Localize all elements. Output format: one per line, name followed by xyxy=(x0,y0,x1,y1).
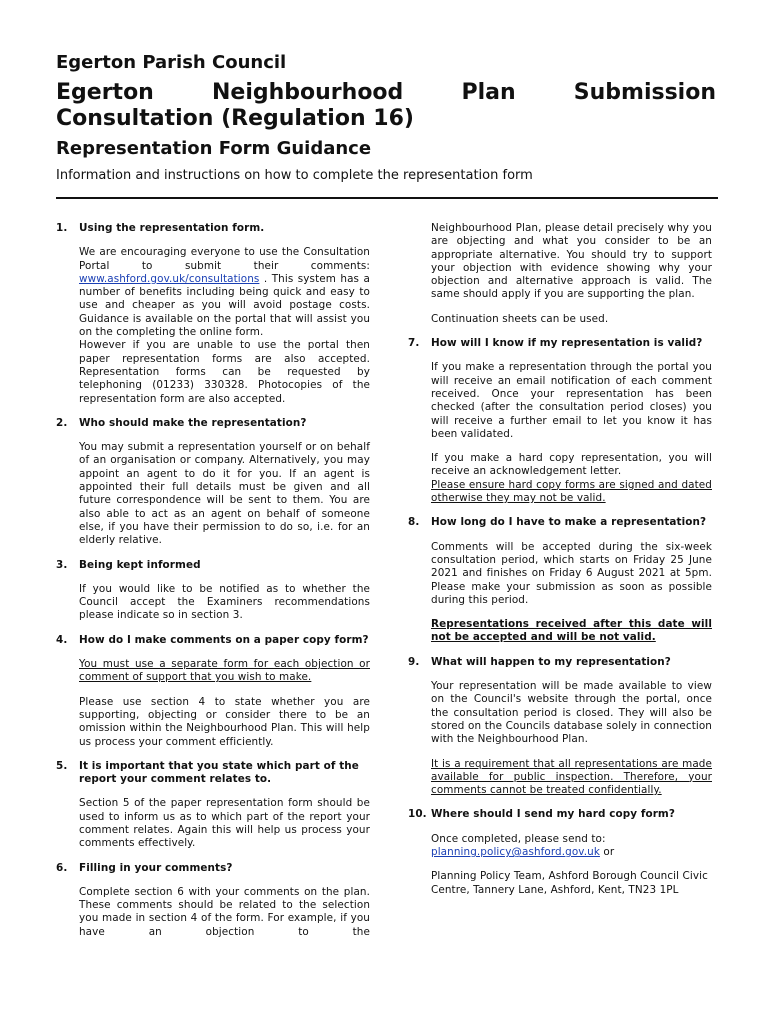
header-divider xyxy=(56,197,718,199)
planning-policy-email-link[interactable]: planning.policy@ashford.gov.uk xyxy=(431,845,600,858)
section-7 xyxy=(408,337,712,505)
section-title: How long do I have to make a representation? xyxy=(431,516,707,529)
section-2 xyxy=(56,417,370,548)
paragraph xyxy=(431,833,712,860)
paragraph-text: We are encouraging everyone to use the Consultation Portal to submit their comments: xyxy=(79,246,370,272)
section-heading xyxy=(408,337,712,350)
paragraph xyxy=(79,246,370,339)
section-number: 10. xyxy=(408,808,427,821)
paragraph-underlined: It is a requirement that all representations are made available for public inspection. Therefore, your comments cannot be treated confidentially. xyxy=(431,757,712,797)
paragraph-underlined: You must use a separate form for each objection or comment of support that you wish to make. xyxy=(79,658,370,684)
paragraph: Continuation sheets can be used. xyxy=(431,312,609,325)
section-number: 5. xyxy=(56,759,68,772)
paragraph: Comments will be accepted during the six-week consultation period, which starts on Friday 25 June 2021 and finishes on Friday 6 August 2021 at 5pm. Please make your submission as soon as possible during this period. xyxy=(431,540,712,606)
postal-address: Planning Policy Team, Ashford Borough Council Civic Centre, Tannery Lane, Ashford, Kent, TN23 1PL xyxy=(431,870,708,896)
section-6-continued xyxy=(408,222,712,326)
section-number: 6. xyxy=(56,861,68,874)
section-heading xyxy=(408,808,712,821)
section-heading xyxy=(408,656,712,669)
section-number: 2. xyxy=(56,416,68,429)
section-title: How will I know if my representation is valid? xyxy=(431,337,703,350)
paragraph-bold-underlined: Representations received after this date will not be accepted and will be not valid. xyxy=(431,618,712,644)
paragraph: Your representation will be made available to view on the Council's website through the portal, once the consultation period is closed. They will also be stored on the Councils database solely in connection with the Neighbourhood Plan. xyxy=(431,680,712,746)
section-number: 3. xyxy=(56,558,68,571)
paragraph-text: . This system has a number of benefits including being quick and easy to use and cheaper as you will avoid postage costs. Guidance is available on the portal that will assist you on the completing the online form. xyxy=(79,272,370,339)
paragraph: Section 5 of the paper representation form should be used to inform us as to which part of the report your comment relates. Again this will help us process your comments effectively. xyxy=(79,797,370,850)
section-9 xyxy=(408,656,712,798)
paragraph: Neighbourhood Plan, please detail precisely why you are objecting and what you consider to be an appropriate alternative. You should try to support your objection with evidence showing why your objection and alternative approach is valid. The same should apply if you are supporting the plan. xyxy=(431,222,712,301)
paragraph: If you would like to be notified as to whether the Council accept the Examiners recommendations please indicate so in section 3. xyxy=(79,582,370,622)
section-8 xyxy=(408,516,712,644)
section-3 xyxy=(56,559,370,623)
section-title: Filling in your comments? xyxy=(79,861,233,874)
section-heading xyxy=(408,516,712,529)
section-title: What will happen to my representation? xyxy=(431,655,671,668)
paragraph-underlined: Please ensure hard copy forms are signed and dated otherwise they may not be valid. xyxy=(431,478,712,505)
section-heading xyxy=(56,862,370,875)
organisation-name: Egerton Parish Council xyxy=(56,52,287,73)
section-title: Using the representation form. xyxy=(79,222,265,234)
paragraph: If you make a hard copy representation, you will receive an acknowledgement letter. xyxy=(431,452,712,478)
paragraph-text: or xyxy=(599,845,615,858)
section-title: How do I make comments on a paper copy form? xyxy=(79,633,369,646)
consultations-link[interactable]: www.ashford.gov.uk/consultations xyxy=(79,272,260,285)
section-1 xyxy=(56,222,370,406)
section-heading xyxy=(56,634,370,647)
section-title: Who should make the representation? xyxy=(79,416,307,429)
section-5 xyxy=(56,760,370,851)
section-title: Being kept informed xyxy=(79,558,201,571)
paragraph: However if you are unable to use the portal then paper representation forms are also accepted. Representation forms can be requested by telephoning (01233) 330328. Photocopies of the representation form are also accepted. xyxy=(79,339,370,405)
section-number: 9. xyxy=(408,655,420,668)
section-heading xyxy=(56,760,370,787)
section-number: 4. xyxy=(56,633,68,646)
section-title: It is important that you state which part of the report your comment relates to. xyxy=(79,759,359,786)
section-number: 7. xyxy=(408,337,420,350)
section-heading xyxy=(56,559,370,572)
section-4 xyxy=(56,634,370,749)
section-title: Where should I send my hard copy form? xyxy=(431,808,675,821)
section-heading xyxy=(56,417,370,430)
intro-text: Information and instructions on how to complete the representation form xyxy=(56,168,533,183)
paragraph: Complete section 6 with your comments on the plan. These comments should be related to the selection you made in section 4 of the form. For example, if you have an objection to the xyxy=(79,885,370,938)
paragraph: You may submit a representation yourself or on behalf of an organisation or company. Alternatively, you may appoint an agent to do it for you. If an agent is appointed their full details must be given and all future correspondence will be sent to them. You are also able to act as an agent on behalf of someone else, if you have their permission to do so, i.e. for an elderly relative. xyxy=(79,441,370,547)
section-number: 1. xyxy=(56,222,68,234)
paragraph-text: Once completed, please send to: xyxy=(431,832,606,845)
section-number: 8. xyxy=(408,516,420,529)
document-subtitle: Representation Form Guidance xyxy=(56,138,372,159)
paragraph: If you make a representation through the portal you will receive an email notification of each comment received. Once your representation has been checked (after the consultation period closes) you will receive a further email to let you know it has been validated. xyxy=(431,361,712,440)
section-10 xyxy=(408,808,712,896)
document-title: Egerton Neighbourhood Plan Submission Consultation (Regulation 16) xyxy=(56,80,716,131)
section-6 xyxy=(56,862,370,939)
right-column xyxy=(408,222,712,908)
left-column xyxy=(56,222,370,939)
section-heading xyxy=(56,222,370,235)
paragraph: Please use section 4 to state whether you are supporting, objecting or consider there to be an omission within the Neighbourhood Plan. This will help us process your comment efficiently. xyxy=(79,695,370,748)
